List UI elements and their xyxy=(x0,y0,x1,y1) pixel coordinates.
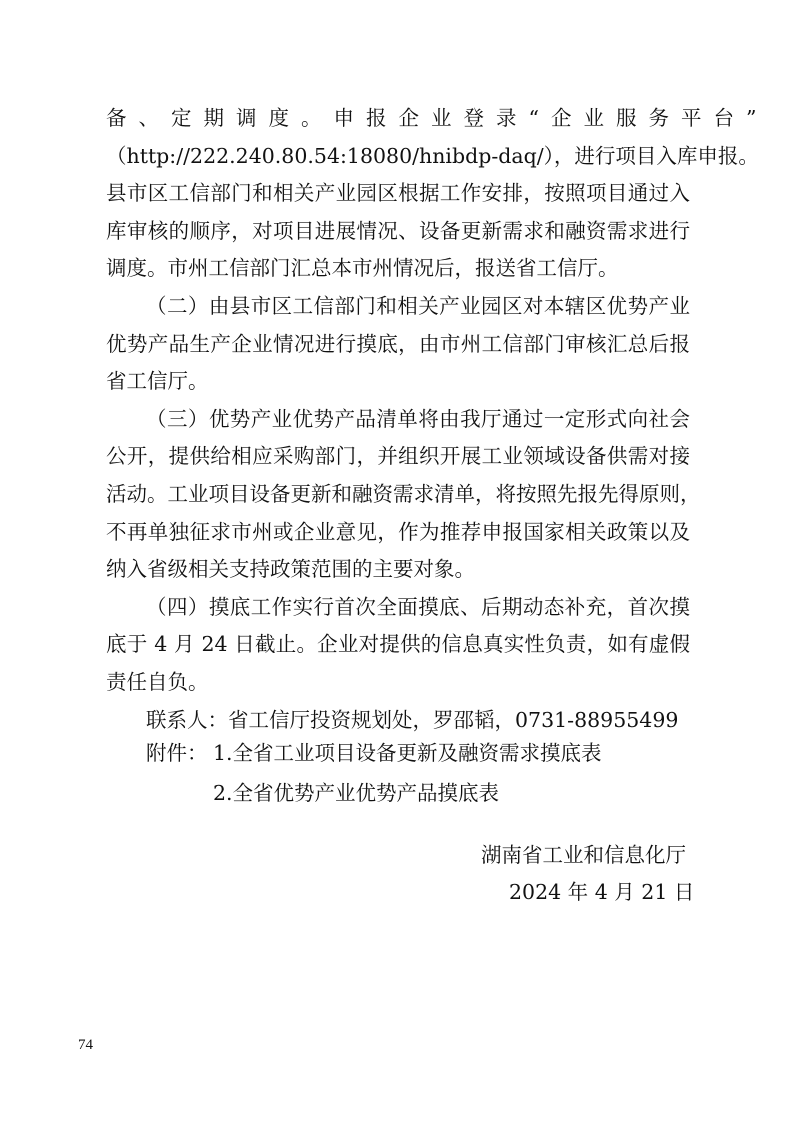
body-line-9: （三）优势产业优势产品清单将由我厅通过一定形式向社会 xyxy=(146,407,690,431)
body-line-11: 活动。工业项目设备更新和融资需求清单，将按照先报先得原则， xyxy=(106,482,701,506)
body-line-6: （二）由县市区工信部门和相关产业园区对本辖区优势产业 xyxy=(146,294,690,318)
body-line-13: 纳入省级相关支持政策范围的主要对象。 xyxy=(106,557,475,581)
body-line-12: 不再单独征求市州或企业意见，作为推荐申报国家相关政策以及 xyxy=(106,520,690,544)
attachment-item-2: 2.全省优势产业优势产品摸底表 xyxy=(213,781,500,805)
body-line-10: 公开，提供给相应采购部门，并组织开展工业领域设备供需对接 xyxy=(106,444,690,468)
issuing-organization: 湖南省工业和信息化厅 xyxy=(481,843,686,867)
page-number: 74 xyxy=(78,1037,93,1053)
body-line-4: 库审核的顺序，对项目进展情况、设备更新需求和融资需求进行 xyxy=(106,219,690,243)
body-line-5: 调度。市州工信部门汇总本市州情况后，报送省工信厅。 xyxy=(106,256,619,280)
body-line-2: （http://222.240.80.54:18080/hnibdp-daq/），进行项目入库申报。 xyxy=(106,144,759,168)
body-line-1: 备、定期调度。申报企业登录“企业服务平台” xyxy=(106,106,769,130)
attachment-item-1: 1.全省工业项目设备更新及融资需求摸底表 xyxy=(213,741,602,765)
body-line-16: 责任自负。 xyxy=(106,670,209,694)
body-line-14: （四）摸底工作实行首次全面摸底、后期动态补充，首次摸 xyxy=(146,595,690,619)
body-line-15: 底于 4 月 24 日截止。企业对提供的信息真实性负责，如有虚假 xyxy=(106,632,690,656)
attachment-label: 附件： xyxy=(146,741,208,765)
issue-date: 2024 年 4 月 21 日 xyxy=(509,880,695,904)
body-line-8: 省工信厅。 xyxy=(106,369,209,393)
body-line-3: 县市区工信部门和相关产业园区根据工作安排，按照项目通过入 xyxy=(106,181,690,205)
body-line-7: 优势产品生产企业情况进行摸底，由市州工信部门审核汇总后报 xyxy=(106,332,690,356)
contact-line: 联系人：省工信厅投资规划处，罗邵韬，0731-88955499 xyxy=(146,708,679,732)
